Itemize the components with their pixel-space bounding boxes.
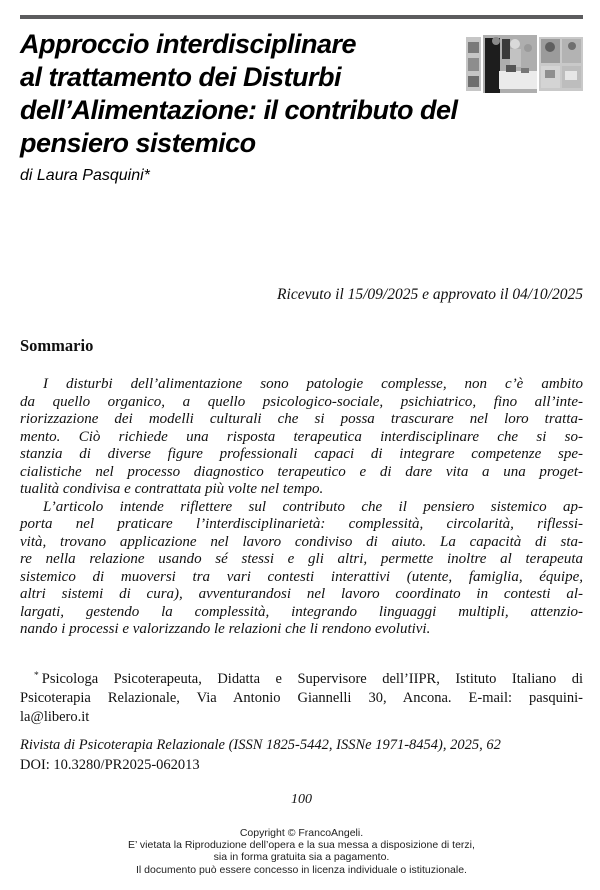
journal-issn-line: Rivista di Psicoterapia Relazionale (ISSN 1825-5442, ISSNe 1971-8454), 2025, 62 (20, 736, 501, 753)
footnote-asterisk: * (34, 670, 39, 681)
photo-collage-icon (466, 35, 583, 93)
abstract-line: da quello organico, a quello psicologico-sociale, psichiatrico, fino all’inte- (20, 393, 583, 410)
journal-reference (20, 735, 583, 775)
footnote-continuation (20, 689, 583, 727)
copyright-line: sia in forma gratuita sia a pagamento. (213, 851, 390, 864)
footnote-line: la@libero.it (20, 708, 90, 725)
author-footnote (20, 667, 583, 727)
author-byline: di Laura Pasquini* (20, 167, 150, 184)
abstract-heading: Sommario (20, 336, 94, 355)
abstract-line: nando i processi e valorizzando le relazioni che li rendono evolutivi. (20, 621, 431, 637)
abstract-text (20, 376, 583, 639)
abstract-paragraph-1 (20, 376, 583, 499)
abstract-line: sistemico di muoversi tra vari contesti interattivi (utente, famiglia, équipe, (20, 568, 583, 585)
page-number: 100 (291, 791, 312, 807)
received-approved-line: Ricevuto il 15/09/2025 e approvato il 04/10/2025 (277, 286, 583, 303)
article-title-line: dell’Alimentazione: il contributo del (20, 95, 458, 125)
header-photo-collage-icon (466, 35, 583, 93)
header-rule (20, 15, 583, 19)
abstract-line: porta nel praticare l’interdisciplinarietà: complessità, circolarità, riflessi- (20, 516, 583, 532)
footnote-first-line-text: Psicologa Psicoterapeuta, Didatta e Supervisore dell’IIPR, Istituto Italiano di (41, 670, 583, 687)
article-title-line: Approccio interdisciplinare (20, 29, 357, 59)
copyright-line: Copyright © FrancoAngeli. (239, 826, 364, 839)
journal-doi-line: DOI: 10.3280/PR2025-062013 (20, 756, 200, 773)
abstract-line: altri sistemi di cura), avventurandosi nel lavoro coordinato in contesti al- (20, 586, 583, 602)
abstract-line: riorizzazione dei modelli culturali che si possa trascurare nel loro tratta- (20, 411, 583, 427)
abstract-line: L’articolo intende riflettere sul contributo che il pensiero sistemico ap- (43, 498, 583, 515)
copyright-line: Il documento può essere concesso in licenza individuale o istituzionale. (136, 863, 467, 876)
abstract-line: largati, gestendo la complessità, integrando linguaggi multipli, attenzio- (20, 603, 583, 620)
copyright-notice (20, 827, 583, 877)
abstract-line: mento. Ciò richiede una risposta terapeutica interdisciplinare che si so- (20, 428, 583, 445)
abstract-line: vità, trovano applicazione nel lavoro condiviso di aiuto. La capacità di sta- (20, 533, 583, 550)
abstract-line: cialistiche nel processo diagnostico terapeutico e di dare vita a una proget- (20, 463, 583, 480)
abstract-line: re nella relazione usando sé stessi e gli altri, permette inoltre al terapeuta (20, 551, 583, 567)
copyright-line: E’ vietata la Riproduzione dell’opera e la sua messa a disposizione di terzi, (128, 838, 475, 851)
abstract-line: tualità condivisa e contrattata più volte nel tempo. (20, 481, 324, 497)
footnote-line: Psicoterapia Relazionale, Via Antonio Giannelli 30, Ancona. E-mail: pasquini- (20, 689, 583, 706)
article-title-line: al trattamento dei Disturbi (20, 62, 342, 92)
article-page (0, 15, 600, 890)
abstract-paragraph-2 (20, 499, 583, 639)
article-title-line: pensiero sistemico (20, 128, 256, 158)
abstract-line: stanzia di diverse figure professionali capaci di integrare competenze spe- (20, 446, 583, 462)
footnote-first-line (20, 667, 583, 689)
abstract-line: I disturbi dell’alimentazione sono patologie complesse, non c’è ambito (43, 376, 583, 392)
